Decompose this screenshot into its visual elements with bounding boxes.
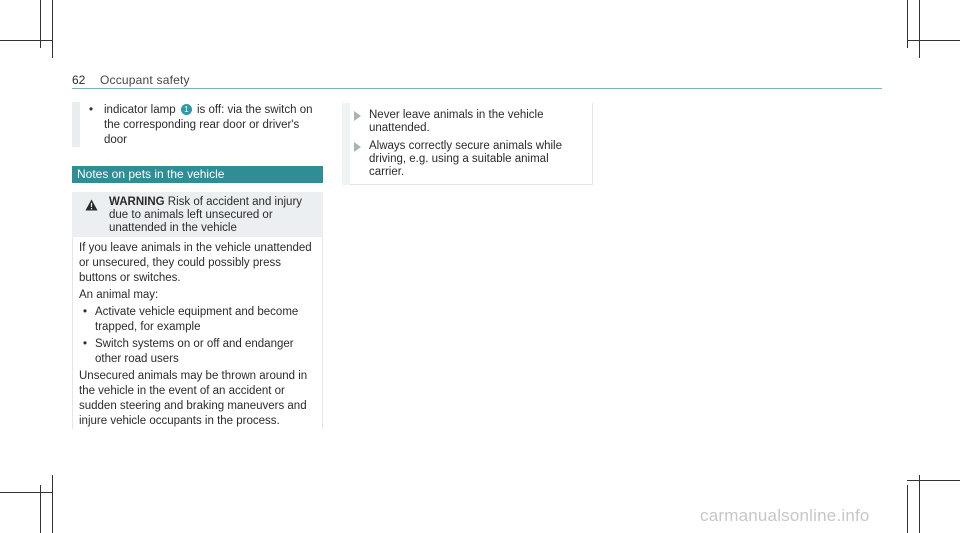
warning-label: WARNING bbox=[109, 196, 165, 208]
margin-bar bbox=[342, 103, 350, 185]
crop-mark bbox=[907, 480, 960, 481]
warning-title-text: Risk of accident and injury due to animals left unsecured or unattended in the vehicle bbox=[109, 196, 303, 234]
warning-paragraph: If you leave animals in the vehicle unattended or unsecured, they could possibly press buttons or switches. bbox=[79, 242, 312, 284]
list-item bbox=[79, 305, 316, 335]
warning-triangle-icon bbox=[85, 199, 98, 211]
bullet-text-before: indicator lamp bbox=[104, 104, 176, 116]
crop-mark bbox=[0, 40, 53, 41]
page-number: 62 bbox=[72, 73, 86, 87]
list-item-text: Activate vehicle equipment and become trapped, for example bbox=[95, 306, 299, 333]
crop-mark bbox=[52, 0, 53, 58]
warning-paragraph: An animal may: bbox=[79, 289, 159, 301]
instruction-item bbox=[354, 109, 584, 135]
crop-mark bbox=[0, 492, 53, 493]
bullet-marker: • bbox=[89, 104, 94, 116]
instruction-text: Never leave animals in the vehicle unattended. bbox=[369, 109, 544, 134]
watermark: carmanualsonline.info bbox=[700, 506, 870, 525]
instruction-box bbox=[342, 103, 593, 185]
indicator-lamp-bullet bbox=[89, 103, 319, 148]
section-heading: Notes on pets in the vehicle bbox=[72, 166, 323, 183]
list-item bbox=[79, 337, 316, 367]
bullet-marker: • bbox=[83, 338, 88, 350]
running-header: Occupant safety bbox=[100, 73, 190, 87]
crop-mark bbox=[907, 40, 960, 41]
bullet-marker: • bbox=[83, 306, 88, 318]
header-rule bbox=[72, 88, 882, 89]
callout-badge: 1 bbox=[181, 104, 192, 115]
crop-mark bbox=[919, 475, 920, 533]
arrow-right-icon bbox=[354, 111, 361, 121]
crop-mark bbox=[52, 475, 53, 533]
warning-header-box bbox=[72, 192, 323, 237]
crop-mark bbox=[907, 485, 908, 533]
bullet-text-after: is off: via the switch on the corresponding rear door or driver's door bbox=[104, 104, 313, 146]
instruction-text: Always correctly secure animals while driving, e.g. using a suitable animal carrier. bbox=[369, 140, 563, 178]
margin-bar bbox=[72, 102, 80, 147]
arrow-right-icon bbox=[354, 142, 361, 152]
warning-title bbox=[109, 196, 319, 235]
warning-body bbox=[72, 237, 323, 429]
crop-mark bbox=[919, 0, 920, 58]
warning-paragraph: Unsecured animals may be thrown around in the vehicle in the event of an accident or sudden steering and braking maneuvers and injure vehicle occupants in the process. bbox=[79, 370, 308, 427]
list-item-text: Switch systems on or off and endanger other road users bbox=[95, 338, 294, 365]
warning-list bbox=[79, 305, 316, 367]
bullet-text bbox=[104, 103, 319, 148]
instruction-item bbox=[354, 140, 584, 179]
